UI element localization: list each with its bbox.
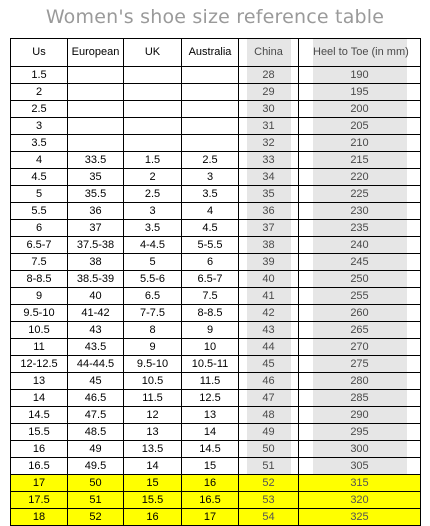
cell-uk: 3.5 xyxy=(124,220,182,237)
cell-australia: 10.5-11 xyxy=(182,356,239,373)
cell-australia: 12.5 xyxy=(182,390,239,407)
cell-heel-to-toe: 195 xyxy=(299,84,421,101)
cell-european: 49.5 xyxy=(68,458,124,475)
cell-uk: 13.5 xyxy=(124,441,182,458)
cell-china: 49 xyxy=(239,424,299,441)
table-row xyxy=(11,186,421,203)
cell-uk xyxy=(124,101,182,118)
cell-uk xyxy=(124,67,182,84)
cell-australia: 16 xyxy=(182,475,239,492)
table-row xyxy=(11,118,421,135)
cell-us: 14 xyxy=(11,390,68,407)
cell-heel-to-toe: 300 xyxy=(299,441,421,458)
cell-china: 34 xyxy=(239,169,299,186)
table-row xyxy=(11,169,421,186)
cell-australia: 14 xyxy=(182,424,239,441)
cell-australia: 8-8.5 xyxy=(182,305,239,322)
table-row xyxy=(11,492,421,509)
cell-heel-to-toe: 315 xyxy=(299,475,421,492)
cell-china: 31 xyxy=(239,118,299,135)
cell-australia: 15 xyxy=(182,458,239,475)
cell-australia: 14.5 xyxy=(182,441,239,458)
cell-australia: 5-5.5 xyxy=(182,237,239,254)
cell-uk: 13 xyxy=(124,424,182,441)
cell-china: 43 xyxy=(239,322,299,339)
cell-european: 46.5 xyxy=(68,390,124,407)
cell-european: 36 xyxy=(68,203,124,220)
cell-china: 54 xyxy=(239,509,299,526)
table-row xyxy=(11,67,421,84)
cell-china: 36 xyxy=(239,203,299,220)
cell-australia: 6.5-7 xyxy=(182,271,239,288)
cell-us: 2 xyxy=(11,84,68,101)
cell-us: 9 xyxy=(11,288,68,305)
cell-us: 6.5-7 xyxy=(11,237,68,254)
cell-china: 38 xyxy=(239,237,299,254)
cell-heel-to-toe: 295 xyxy=(299,424,421,441)
cell-australia: 4.5 xyxy=(182,220,239,237)
table-row xyxy=(11,152,421,169)
cell-heel-to-toe: 190 xyxy=(299,67,421,84)
cell-uk xyxy=(124,135,182,152)
cell-uk: 2 xyxy=(124,169,182,186)
header-us: Us xyxy=(11,39,68,67)
table-row xyxy=(11,288,421,305)
header-australia: Australia xyxy=(182,39,239,67)
cell-heel-to-toe: 215 xyxy=(299,152,421,169)
cell-china: 45 xyxy=(239,356,299,373)
header-heel-to-toe: Heel to Toe (in mm) xyxy=(299,39,421,67)
cell-us: 18 xyxy=(11,509,68,526)
cell-european: 52 xyxy=(68,509,124,526)
cell-australia: 13 xyxy=(182,407,239,424)
table-row xyxy=(11,339,421,356)
cell-china: 41 xyxy=(239,288,299,305)
cell-uk: 5.5-6 xyxy=(124,271,182,288)
cell-european xyxy=(68,84,124,101)
cell-heel-to-toe: 260 xyxy=(299,305,421,322)
cell-australia: 2.5 xyxy=(182,152,239,169)
cell-european: 47.5 xyxy=(68,407,124,424)
cell-european: 35.5 xyxy=(68,186,124,203)
cell-heel-to-toe: 225 xyxy=(299,186,421,203)
cell-uk: 8 xyxy=(124,322,182,339)
cell-heel-to-toe: 265 xyxy=(299,322,421,339)
cell-heel-to-toe: 210 xyxy=(299,135,421,152)
cell-china: 52 xyxy=(239,475,299,492)
cell-us: 11 xyxy=(11,339,68,356)
cell-uk: 15.5 xyxy=(124,492,182,509)
header-row xyxy=(11,39,421,67)
cell-european: 37 xyxy=(68,220,124,237)
cell-heel-to-toe: 270 xyxy=(299,339,421,356)
cell-australia xyxy=(182,135,239,152)
cell-us: 8-8.5 xyxy=(11,271,68,288)
cell-china: 28 xyxy=(239,67,299,84)
cell-china: 39 xyxy=(239,254,299,271)
cell-australia: 10 xyxy=(182,339,239,356)
cell-us: 3.5 xyxy=(11,135,68,152)
cell-european: 48.5 xyxy=(68,424,124,441)
cell-european: 38 xyxy=(68,254,124,271)
cell-uk: 15 xyxy=(124,475,182,492)
table-row xyxy=(11,135,421,152)
cell-european xyxy=(68,135,124,152)
table-row xyxy=(11,254,421,271)
cell-china: 32 xyxy=(239,135,299,152)
table-row xyxy=(11,424,421,441)
cell-us: 14.5 xyxy=(11,407,68,424)
cell-china: 53 xyxy=(239,492,299,509)
table-row xyxy=(11,271,421,288)
cell-us: 12-12.5 xyxy=(11,356,68,373)
cell-australia xyxy=(182,118,239,135)
cell-us: 15.5 xyxy=(11,424,68,441)
cell-european: 49 xyxy=(68,441,124,458)
cell-european: 43.5 xyxy=(68,339,124,356)
cell-us: 17.5 xyxy=(11,492,68,509)
cell-uk: 10.5 xyxy=(124,373,182,390)
cell-uk xyxy=(124,84,182,101)
header-uk: UK xyxy=(124,39,182,67)
cell-australia: 16.5 xyxy=(182,492,239,509)
cell-heel-to-toe: 200 xyxy=(299,101,421,118)
cell-uk: 3 xyxy=(124,203,182,220)
cell-us: 17 xyxy=(11,475,68,492)
cell-heel-to-toe: 205 xyxy=(299,118,421,135)
cell-china: 50 xyxy=(239,441,299,458)
cell-australia: 7.5 xyxy=(182,288,239,305)
table-row xyxy=(11,101,421,118)
cell-us: 16.5 xyxy=(11,458,68,475)
cell-us: 6 xyxy=(11,220,68,237)
cell-us: 5.5 xyxy=(11,203,68,220)
cell-heel-to-toe: 220 xyxy=(299,169,421,186)
cell-australia: 9 xyxy=(182,322,239,339)
cell-heel-to-toe: 305 xyxy=(299,458,421,475)
table-row xyxy=(11,441,421,458)
cell-china: 33 xyxy=(239,152,299,169)
cell-us: 16 xyxy=(11,441,68,458)
table-row xyxy=(11,458,421,475)
size-reference-table xyxy=(10,38,421,526)
cell-european: 40 xyxy=(68,288,124,305)
cell-uk: 12 xyxy=(124,407,182,424)
cell-uk: 6.5 xyxy=(124,288,182,305)
cell-heel-to-toe: 255 xyxy=(299,288,421,305)
cell-china: 35 xyxy=(239,186,299,203)
cell-australia xyxy=(182,84,239,101)
cell-heel-to-toe: 275 xyxy=(299,356,421,373)
cell-european: 50 xyxy=(68,475,124,492)
cell-china: 37 xyxy=(239,220,299,237)
header-european: European xyxy=(68,39,124,67)
cell-australia xyxy=(182,67,239,84)
cell-us: 5 xyxy=(11,186,68,203)
table-row xyxy=(11,220,421,237)
cell-uk: 9.5-10 xyxy=(124,356,182,373)
cell-european: 38.5-39 xyxy=(68,271,124,288)
cell-uk: 16 xyxy=(124,509,182,526)
cell-heel-to-toe: 245 xyxy=(299,254,421,271)
cell-china: 30 xyxy=(239,101,299,118)
cell-heel-to-toe: 230 xyxy=(299,203,421,220)
table-row xyxy=(11,203,421,220)
cell-european: 51 xyxy=(68,492,124,509)
cell-uk: 11.5 xyxy=(124,390,182,407)
cell-us: 3 xyxy=(11,118,68,135)
cell-european: 44-44.5 xyxy=(68,356,124,373)
table-row xyxy=(11,305,421,322)
cell-australia: 4 xyxy=(182,203,239,220)
cell-european xyxy=(68,118,124,135)
cell-australia: 6 xyxy=(182,254,239,271)
table-row xyxy=(11,475,421,492)
cell-heel-to-toe: 320 xyxy=(299,492,421,509)
cell-australia: 3 xyxy=(182,169,239,186)
page-title: Women's shoe size reference table xyxy=(45,6,385,28)
cell-china: 48 xyxy=(239,407,299,424)
cell-european: 43 xyxy=(68,322,124,339)
cell-us: 7.5 xyxy=(11,254,68,271)
cell-us: 10.5 xyxy=(11,322,68,339)
cell-european: 41-42 xyxy=(68,305,124,322)
cell-uk: 7-7.5 xyxy=(124,305,182,322)
table-row xyxy=(11,84,421,101)
cell-heel-to-toe: 285 xyxy=(299,390,421,407)
cell-heel-to-toe: 250 xyxy=(299,271,421,288)
cell-australia: 11.5 xyxy=(182,373,239,390)
cell-european: 45 xyxy=(68,373,124,390)
table-row xyxy=(11,356,421,373)
cell-european xyxy=(68,67,124,84)
table-row xyxy=(11,322,421,339)
cell-us: 9.5-10 xyxy=(11,305,68,322)
cell-european xyxy=(68,101,124,118)
cell-us: 1.5 xyxy=(11,67,68,84)
cell-european: 35 xyxy=(68,169,124,186)
cell-china: 51 xyxy=(239,458,299,475)
cell-australia xyxy=(182,101,239,118)
table-row xyxy=(11,237,421,254)
cell-china: 42 xyxy=(239,305,299,322)
cell-heel-to-toe: 280 xyxy=(299,373,421,390)
cell-uk: 5 xyxy=(124,254,182,271)
table-row xyxy=(11,407,421,424)
table-row xyxy=(11,373,421,390)
cell-heel-to-toe: 290 xyxy=(299,407,421,424)
cell-china: 47 xyxy=(239,390,299,407)
cell-uk: 4-4.5 xyxy=(124,237,182,254)
header-china: China xyxy=(239,39,299,67)
table-body xyxy=(11,67,421,526)
cell-us: 4.5 xyxy=(11,169,68,186)
cell-european: 37.5-38 xyxy=(68,237,124,254)
cell-china: 40 xyxy=(239,271,299,288)
cell-china: 29 xyxy=(239,84,299,101)
cell-us: 13 xyxy=(11,373,68,390)
cell-uk: 14 xyxy=(124,458,182,475)
cell-us: 4 xyxy=(11,152,68,169)
cell-uk: 1.5 xyxy=(124,152,182,169)
cell-australia: 17 xyxy=(182,509,239,526)
cell-heel-to-toe: 235 xyxy=(299,220,421,237)
cell-us: 2.5 xyxy=(11,101,68,118)
cell-heel-to-toe: 325 xyxy=(299,509,421,526)
cell-european: 33.5 xyxy=(68,152,124,169)
cell-uk: 9 xyxy=(124,339,182,356)
cell-heel-to-toe: 240 xyxy=(299,237,421,254)
cell-china: 46 xyxy=(239,373,299,390)
cell-australia: 3.5 xyxy=(182,186,239,203)
cell-china: 44 xyxy=(239,339,299,356)
cell-uk xyxy=(124,118,182,135)
table-row xyxy=(11,390,421,407)
table-row xyxy=(11,509,421,526)
cell-uk: 2.5 xyxy=(124,186,182,203)
